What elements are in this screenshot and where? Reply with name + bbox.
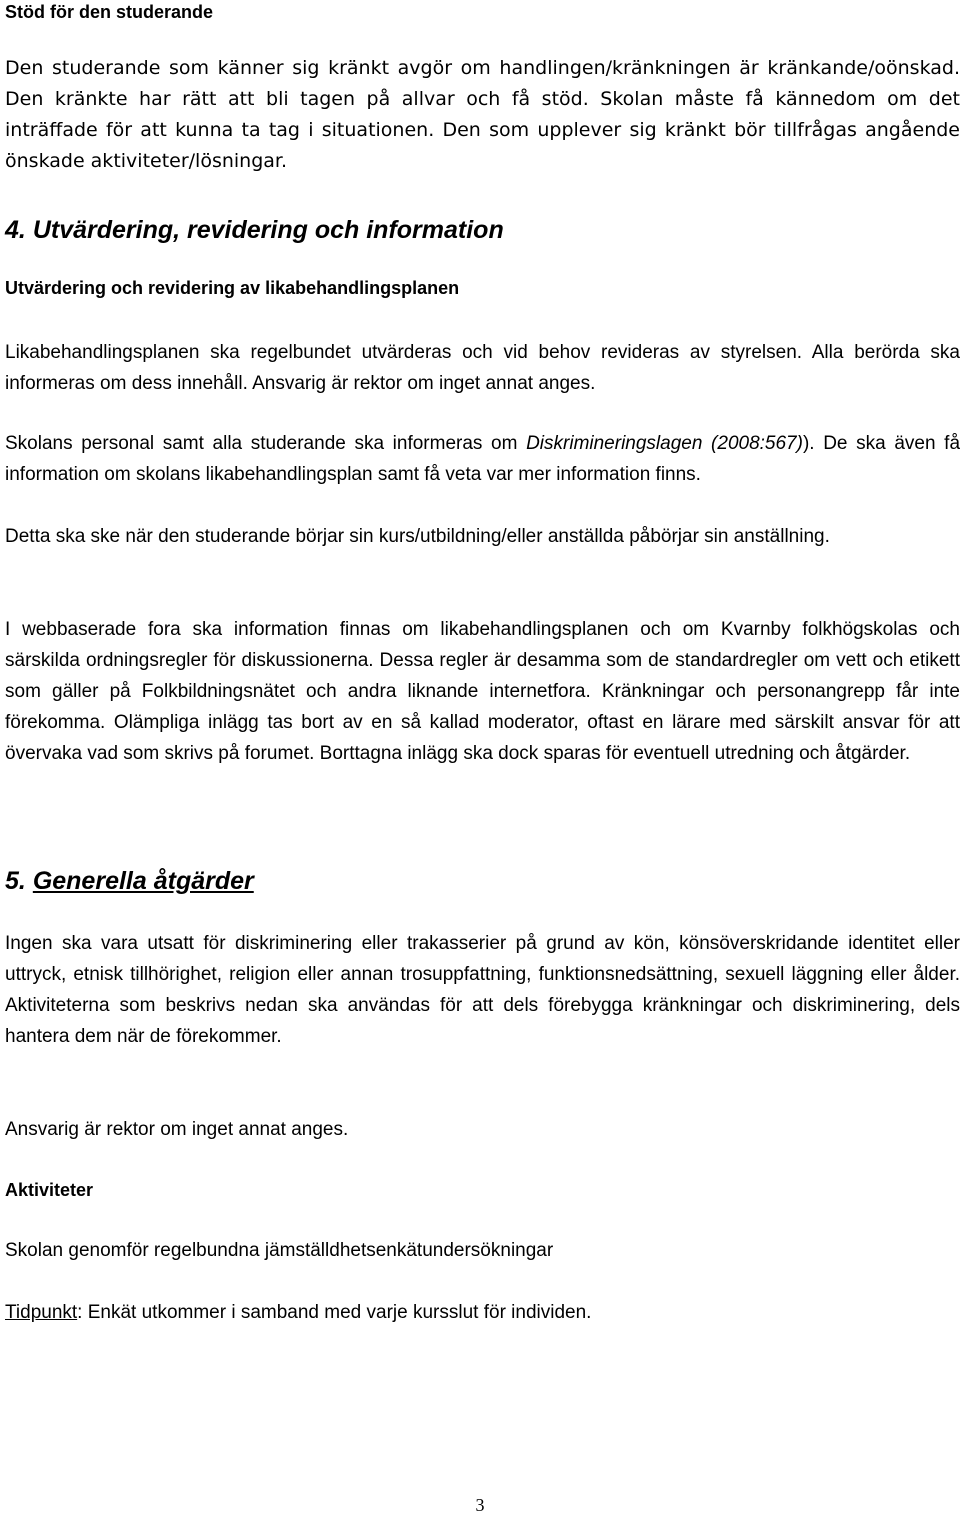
p2-after: ). De ska även få information om skolans likabehandlingsplan samt få veta var mer information finns.	[5, 433, 960, 485]
section4-subheading: Utvärdering och revidering av likabehandlingsplanen	[5, 278, 460, 298]
activities-heading: Aktiviteter	[5, 1180, 94, 1200]
section4-paragraph-4: I webbaserade fora ska information finnas om likabehandlingsplanen och om Kvarnby folkhögskolas och särskilda ordningsregler för diskussionerna. Dessa regler är desamma som de standardregler om vett och etikett som gäller på Folkbildningsnätet och andra liknande internetfora. Kränkningar och personangrepp får inte förekomma. Olämpliga inlägg tas bort av en så kallad moderator, oftast en lärare med särskilt ansvar för att övervaka vad som skrivs på forumet. Borttagna inlägg ska dock sparas för eventuell utredning och åtgärder.	[5, 619, 960, 764]
section5-paragraph-2: Ansvarig är rektor om inget annat anges.	[5, 1119, 349, 1140]
time-line	[5, 1297, 960, 1328]
section5-heading	[5, 865, 960, 897]
section4-paragraph-2	[5, 428, 960, 490]
section4-paragraph-3: Detta ska ske när den studerande börjar sin kurs/utbildning/eller anställda påbörjar sin anställning.	[5, 526, 830, 547]
time-text: Enkät utkommer i samband med varje kursslut för individen.	[82, 1302, 592, 1323]
section4-heading	[5, 214, 960, 246]
support-heading: Stöd för den studerande	[5, 2, 214, 22]
time-colon: :	[77, 1302, 83, 1323]
section5-paragraph-1: Ingen ska vara utsatt för diskriminering eller trakasserier på grund av kön, könsöverskridande identitet eller uttryck, etnisk tillhörighet, religion eller annan trosuppfattning, funktionsnedsättning, sexuell läggning eller ålder. Aktiviteterna som beskrivs nedan ska användas för att dels förebygga kränkningar och diskriminering, dels hantera dem när de förekommer.	[5, 933, 960, 1047]
section5-number: 5.	[5, 867, 26, 895]
section4-paragraph-1: Likabehandlingsplanen ska regelbundet utvärderas och vid behov revideras av styrelsen. Alla berörda ska informeras om dess innehåll. Ansvarig är rektor om inget annat anges.	[5, 342, 960, 394]
p2-before: Skolans personal samt alla studerande ska informeras om	[5, 433, 527, 454]
section4-number: 4.	[5, 216, 26, 244]
law-reference: Diskrimineringslagen (2008:567)	[526, 433, 803, 454]
support-paragraph: Den studerande som känner sig kränkt avgör om handlingen/kränkningen är kränkande/oönskad. Den kränkte har rätt att bli tagen på allvar och få stöd. Skolan måste få kännedom om det inträffade för att kunna ta tag i situationen. Den som upplever sig kränkt bör tillfrågas angående önskade aktiviteter/lösningar.	[5, 57, 960, 172]
section4-title: Utvärdering, revidering och information	[32, 216, 504, 244]
activity-item: Skolan genomför regelbundna jämställdhetsenkätundersökningar	[5, 1240, 554, 1261]
section5-title: Generella åtgärder	[32, 867, 254, 895]
page-number: 3	[475, 1495, 485, 1515]
time-label: Tidpunkt	[5, 1302, 78, 1323]
